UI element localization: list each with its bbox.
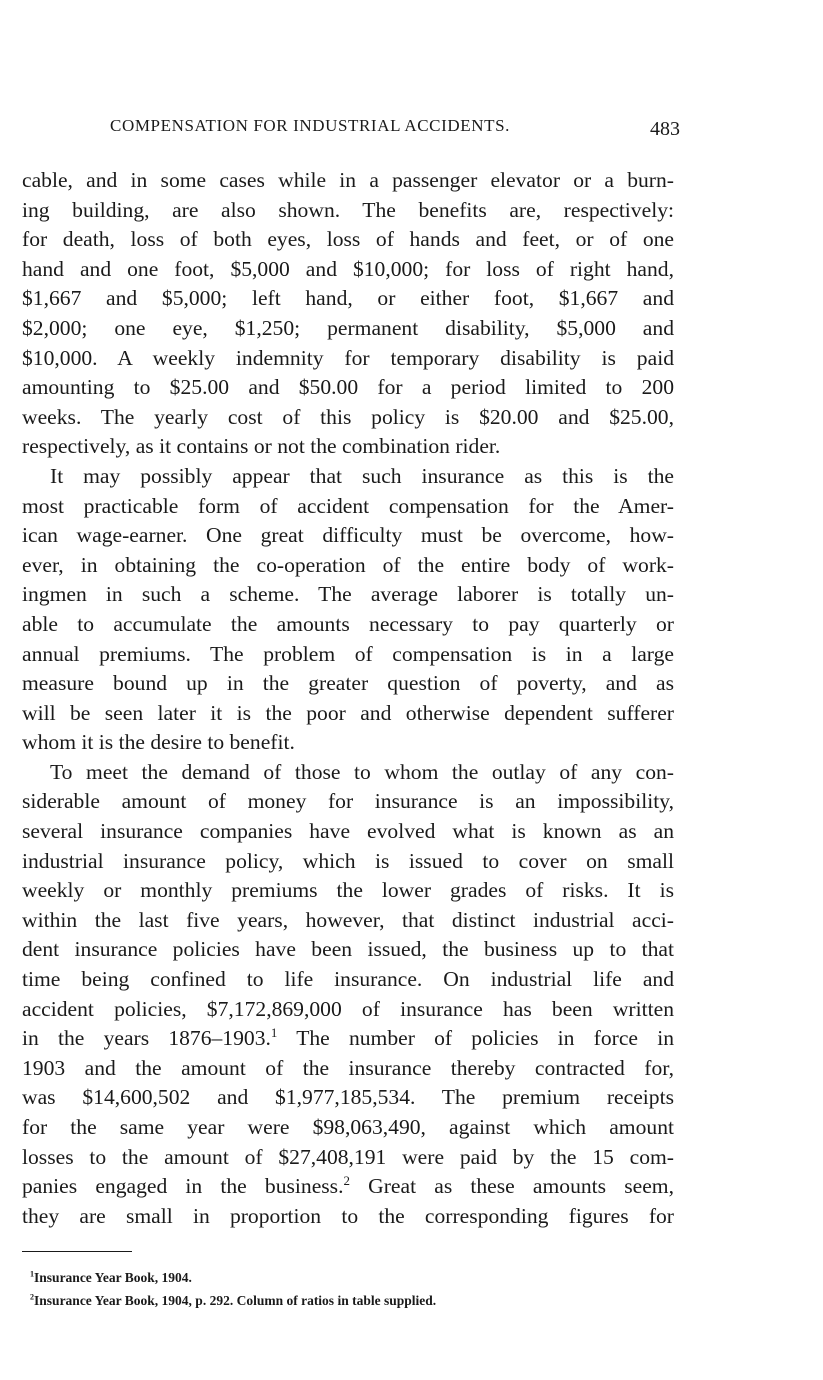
text-line: several insurance companies have evolved what is known as an xyxy=(22,819,674,844)
text-line: amounting to $25.00 and $50.00 for a period limited to 200 xyxy=(22,375,674,400)
running-head-title: COMPENSATION FOR INDUSTRIAL ACCIDENTS. xyxy=(110,116,510,135)
text-line: measure bound up in the greater question of poverty, and as xyxy=(22,671,674,696)
text-line: within the last five years, however, that distinct industrial acci- xyxy=(22,907,674,932)
paragraph xyxy=(22,758,674,1232)
text-line: accident policies, $7,172,869,000 of insurance has been written xyxy=(22,996,674,1021)
text-line: ever, in obtaining the co-operation of the entire body of work- xyxy=(22,552,674,577)
text-line: $2,000; one eye, $1,250; permanent disability, $5,000 and xyxy=(22,315,674,340)
footnotes xyxy=(30,1266,670,1312)
text-line: industrial insurance policy, which is issued to cover on small xyxy=(22,848,674,873)
text-segment: in the years 1876–1903. xyxy=(22,1026,271,1051)
text-line: they are small in proportion to the corresponding figures for xyxy=(22,1203,674,1228)
text-line: for death, loss of both eyes, loss of hands and feet, or of one xyxy=(22,227,674,252)
footnote xyxy=(30,1266,670,1289)
page-number: 483 xyxy=(650,118,680,140)
text-line: siderable amount of money for insurance is an impossibility, xyxy=(22,789,674,814)
text-line: To meet the demand of those to whom the outlay of any con- xyxy=(50,759,674,784)
text-segment: Great as these amounts seem, xyxy=(349,1174,674,1199)
paragraph xyxy=(22,166,674,462)
footnote xyxy=(30,1289,670,1312)
text-line: time being confined to life insurance. On industrial life and xyxy=(22,967,674,992)
text-line: was $14,600,502 and $1,977,185,534. The premium receipts xyxy=(22,1085,674,1110)
text-line: ican wage-earner. One great difficulty must be overcome, how- xyxy=(22,523,674,548)
text-segment: panies engaged in the business. xyxy=(22,1174,344,1199)
running-header xyxy=(110,112,680,142)
text-line: $10,000. A weekly indemnity for temporary disability is paid xyxy=(22,345,674,370)
text-line: for the same year were $98,063,490, against which amount xyxy=(22,1115,674,1139)
text-line: respectively, as it contains or not the combination rider. xyxy=(22,434,501,459)
text-line: able to accumulate the amounts necessary to pay quarterly or xyxy=(22,611,674,636)
text-line-with-footnote xyxy=(22,1172,674,1202)
text-line: ing building, are also shown. The benefits are, respectively: xyxy=(22,197,674,222)
text-line: $1,667 and $5,000; left hand, or either foot, $1,667 and xyxy=(22,286,674,311)
text-segment: The number of policies in force in xyxy=(277,1026,674,1051)
text-line: annual premiums. The problem of compensation is in a large xyxy=(22,641,674,666)
text-line: dent insurance policies have been issued, the business up to that xyxy=(22,937,674,962)
footnote-marker: 1 xyxy=(270,1025,278,1041)
text-line: whom it is the desire to benefit. xyxy=(22,730,295,755)
text-line: most practicable form of accident compensation for the Amer- xyxy=(22,493,674,518)
footnote-divider xyxy=(22,1251,132,1252)
text-line-with-footnote xyxy=(22,1024,674,1054)
footnote-number: 1 xyxy=(30,1269,35,1279)
text-line: weeks. The yearly cost of this policy is $20.00 and $25.00, xyxy=(22,404,674,429)
body-text xyxy=(22,166,674,1231)
text-line: weekly or monthly premiums the lower grades of risks. It is xyxy=(22,878,674,903)
text-line: ingmen in such a scheme. The average laborer is totally un- xyxy=(22,582,674,607)
paragraph xyxy=(22,462,674,758)
text-line: 1903 and the amount of the insurance thereby contracted for, xyxy=(22,1055,674,1080)
text-line: will be seen later it is the poor and otherwise dependent sufferer xyxy=(22,700,674,725)
footnote-text: Insurance Year Book, 1904. xyxy=(34,1270,192,1285)
text-line: It may possibly appear that such insurance as this is the xyxy=(50,463,674,488)
footnote-text: Insurance Year Book, 1904, p. 292. Column of ratios in table supplied. xyxy=(34,1293,437,1308)
text-line: hand and one foot, $5,000 and $10,000; for loss of right hand, xyxy=(22,256,674,281)
footnote-marker: 2 xyxy=(343,1173,350,1188)
footnote-number: 2 xyxy=(30,1292,35,1302)
text-line: losses to the amount of $27,408,191 were paid by the 15 com- xyxy=(22,1144,674,1169)
text-line: cable, and in some cases while in a passenger elevator or a burn- xyxy=(22,168,674,192)
